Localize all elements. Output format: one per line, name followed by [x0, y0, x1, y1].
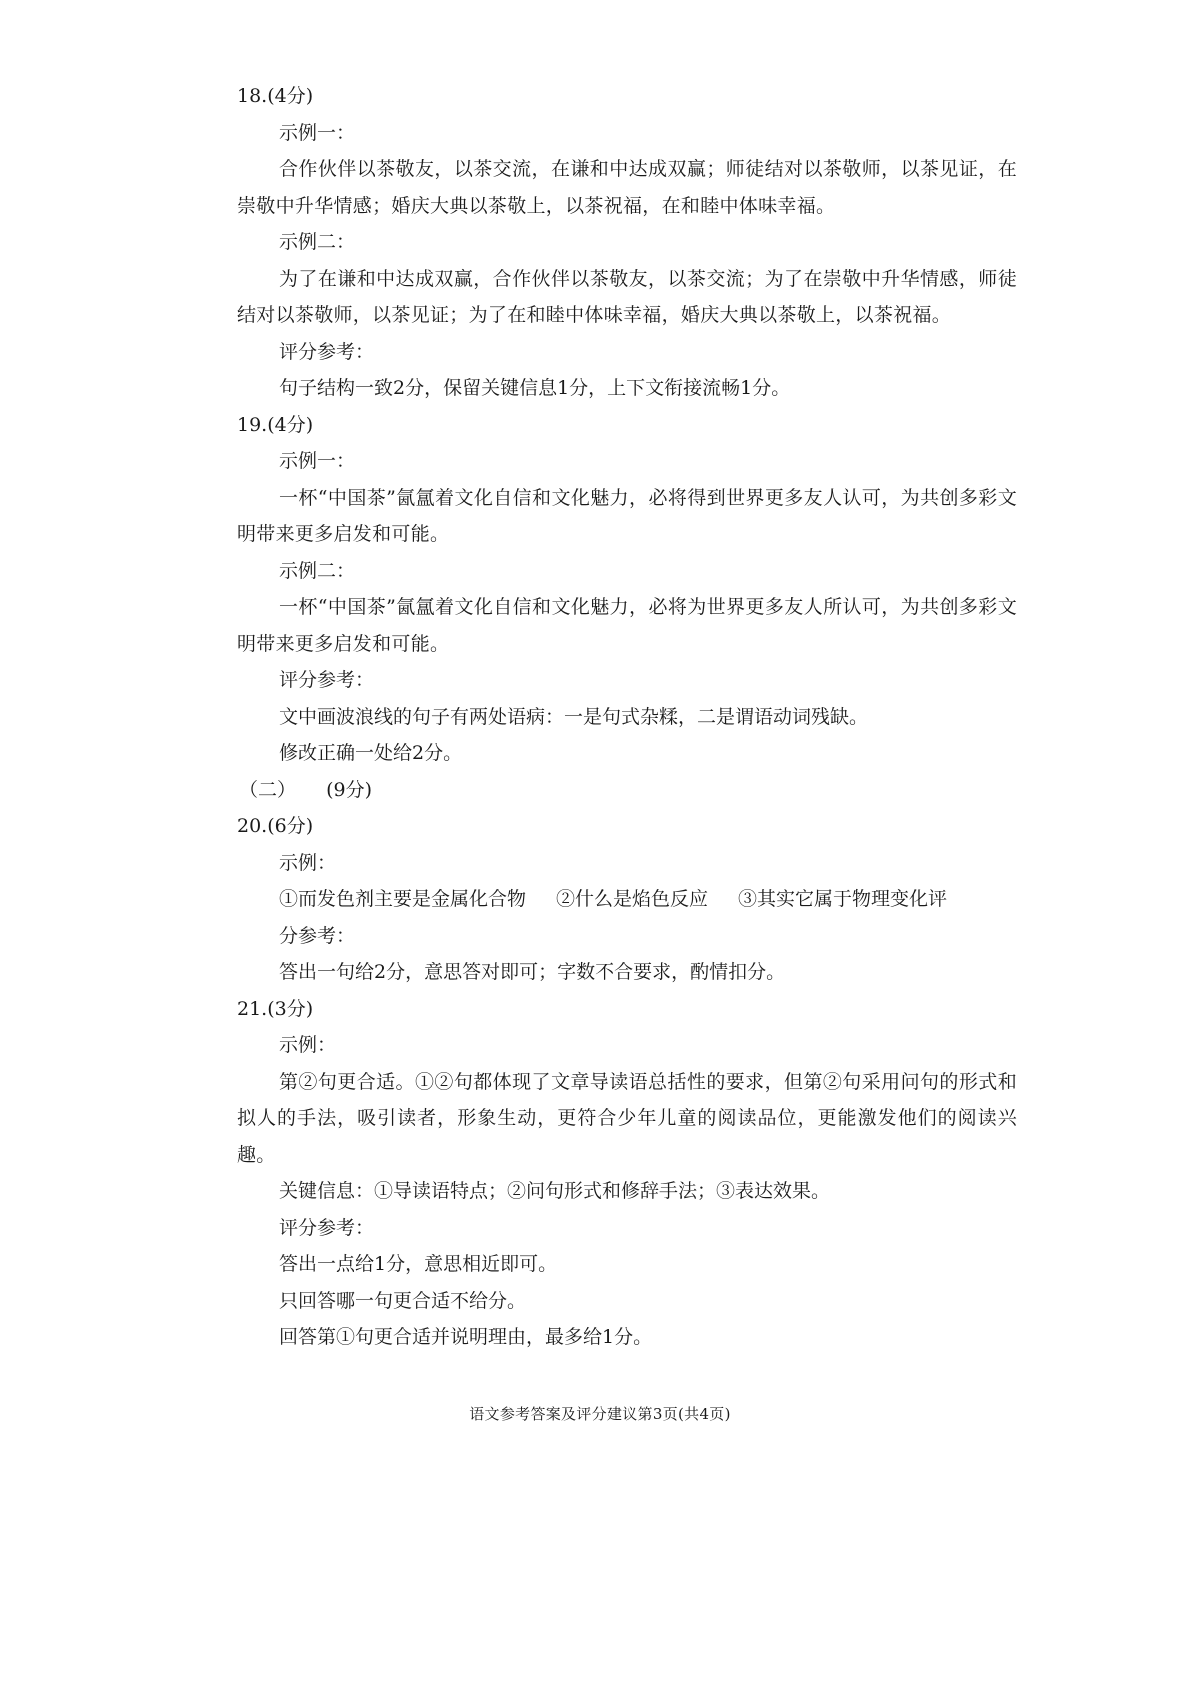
q18-score-text: 句子结构一致2分，保留关键信息1分，上下文衔接流畅1分。 — [279, 377, 791, 399]
q18-example1-text: 合作伙伴以茶敬友，以茶交流，在谦和中达成双赢；师徒结对以茶敬师，以茶见证，在崇敬中升华情感；婚庆大典以茶敬上，以茶祝福，在和睦中体味幸福。 — [237, 158, 1017, 217]
q21-example-text: 第②句更合适。①②句都体现了文章导读语总括性的要求，但第②句采用问句的形式和拟人的手法，吸引读者，形象生动，更符合少年儿童的阅读品位，更能激发他们的阅读兴趣。 — [237, 1070, 1017, 1166]
q20-options — [237, 881, 1017, 918]
q18-example2-label: 示例二： — [279, 231, 356, 253]
q21-example-label: 示例： — [279, 1034, 337, 1056]
q20-score-text: 答出一句给2分，意思答对即可；字数不合要求，酌情扣分。 — [279, 961, 786, 983]
q21-score-text-3: 回答第①句更合适并说明理由，最多给1分。 — [279, 1326, 653, 1348]
q21-heading: 21.(3分) — [237, 997, 314, 1020]
q20-option-2: ②什么是焰色反应 — [556, 888, 709, 910]
q20-option-3: ③其实它属于物理变化评 — [738, 888, 948, 910]
section-2-points: (9分) — [326, 778, 373, 801]
section-2-heading — [237, 772, 1017, 809]
section-2-label: （二） — [239, 778, 297, 801]
q18-example1-label: 示例一： — [279, 121, 356, 144]
q21-score-label: 评分参考： — [279, 1216, 375, 1239]
q19-score-text-1: 文中画波浪线的句子有两处语病：一是句式杂糅，二是谓语动词残缺。 — [279, 705, 869, 728]
q20-score-label: 分参考： — [279, 924, 356, 947]
q19-heading: 19.(4分) — [237, 413, 314, 436]
answer-content — [237, 78, 1017, 1356]
q21-score-text-2: 只回答哪一句更合适不给分。 — [279, 1289, 527, 1312]
q20-example-label: 示例： — [279, 851, 337, 874]
q21-score-text-1: 答出一点给1分，意思相近即可。 — [279, 1253, 558, 1275]
q19-score-label: 评分参考： — [279, 669, 375, 691]
q19-example1-label: 示例一： — [279, 450, 356, 472]
q18-example2-text: 为了在谦和中达成双赢，合作伙伴以茶敬友，以茶交流；为了在崇敬中升华情感，师徒结对以茶敬师，以茶见证；为了在和睦中体味幸福，婚庆大典以茶敬上，以茶祝福。 — [237, 267, 1017, 326]
q18-score-label: 评分参考： — [279, 340, 375, 363]
q18-heading: 18.(4分) — [237, 85, 314, 107]
q20-heading: 20.(6分) — [237, 815, 314, 837]
q19-example2-text: 一杯“中国茶”氤氲着文化自信和文化魅力，必将为世界更多友人所认可，为共创多彩文明带来更多启发和可能。 — [237, 596, 1017, 655]
q19-example1-text: 一杯“中国茶”氤氲着文化自信和文化魅力，必将得到世界更多友人认可，为共创多彩文明带来更多启发和可能。 — [237, 486, 1017, 545]
q19-score-text-2: 修改正确一处给2分。 — [279, 742, 463, 764]
q20-option-1: ①而发色剂主要是金属化合物 — [279, 888, 527, 910]
q21-key-info: 关键信息：①导读语特点；②问句形式和修辞手法；③表达效果。 — [279, 1180, 831, 1202]
q19-example2-label: 示例二： — [279, 559, 356, 582]
page-footer: 语文参考答案及评分建议第3页(共4页) — [469, 1405, 731, 1423]
